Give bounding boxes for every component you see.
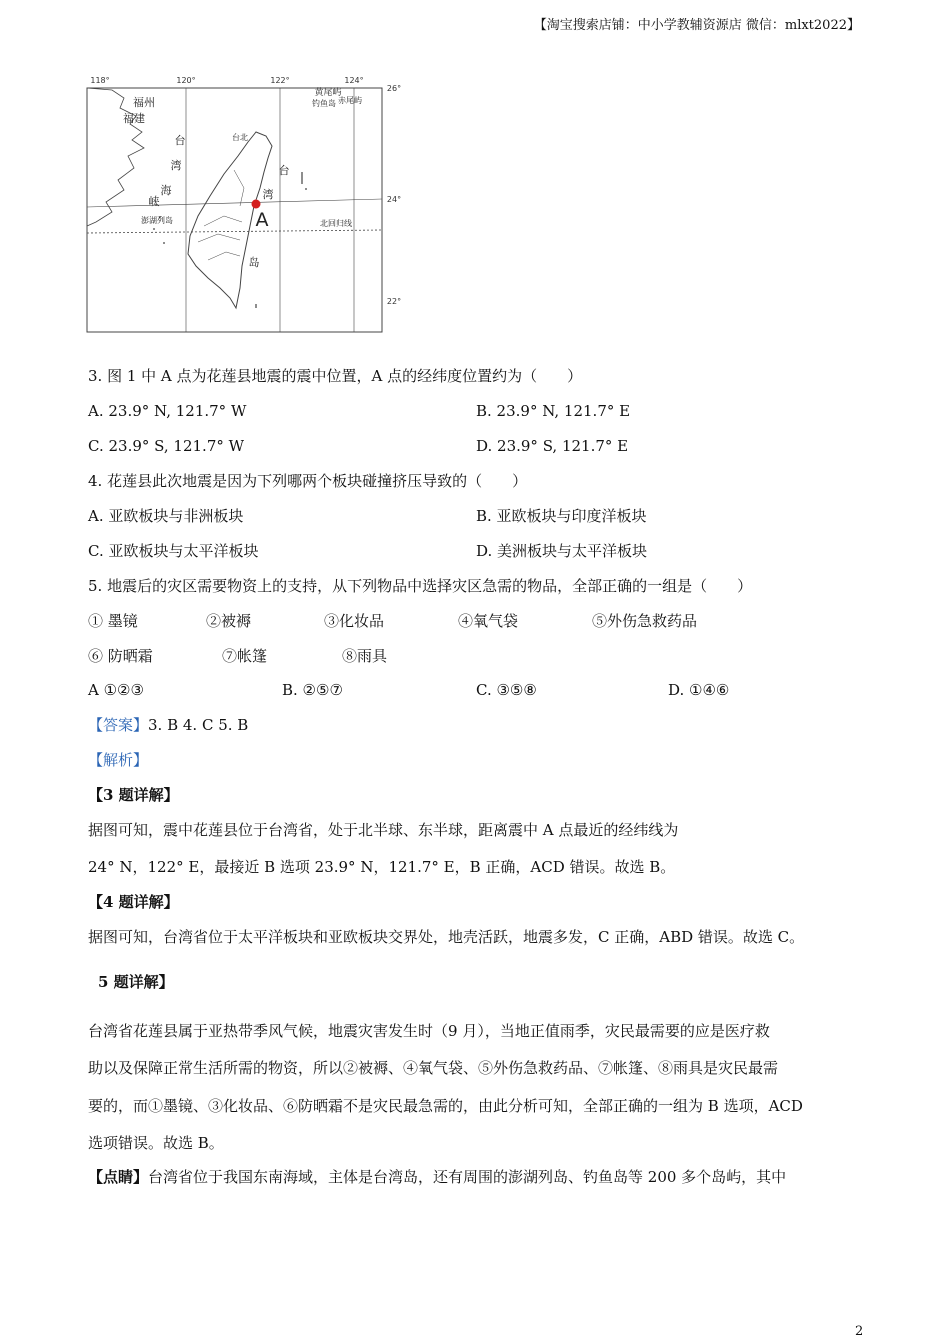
label-strait-2: 湾 xyxy=(170,159,182,172)
label-diaoyu: 钓鱼岛 xyxy=(312,99,336,108)
q5-item-7: ⑦帐篷 xyxy=(222,647,268,665)
q5-item-3: ③化妆品 xyxy=(324,612,385,630)
detail-4-line-1: 据图可知，台湾省位于太平洋板块和亚欧板块交界处，地壳活跃，地震多发，C 正确，ABD 错误。故选 C。 xyxy=(88,928,805,946)
answer-text: 3. B 4. C 5. B xyxy=(148,716,249,734)
label-chiwei: 赤尾屿 xyxy=(338,96,362,105)
q5-option-d: D. ①④⑥ xyxy=(668,681,730,699)
q5-option-c: C. ③⑤⑧ xyxy=(476,681,537,699)
q5-item-6: ⑥ 防晒霜 xyxy=(88,647,153,665)
label-strait-4: 峡 xyxy=(148,195,160,208)
dotted-islands xyxy=(154,172,306,308)
label-huangwei: 黄尾屿 xyxy=(314,88,342,98)
lon-label-124: 124° xyxy=(344,76,364,85)
q5-item-1: ① 墨镜 xyxy=(88,612,138,630)
label-island-3: 岛 xyxy=(248,256,260,269)
detail-5-line-4: 选项错误。故选 B。 xyxy=(88,1134,224,1152)
detail-4-title: 【4 题详解】 xyxy=(88,893,179,911)
label-point-a: A xyxy=(255,209,269,231)
epicenter-point xyxy=(252,200,261,209)
detail-5-line-3: 要的，而①墨镜、③化妆品、⑥防晒霜不是灾民最急需的，由此分析可知，全部正确的一组为 B 选项，ACD xyxy=(88,1097,803,1115)
rivers xyxy=(198,170,244,260)
answer-label: 【答案】 xyxy=(88,716,149,734)
label-island-1: 台 xyxy=(278,164,290,177)
taiwan-map xyxy=(84,76,404,338)
page-number: 2 xyxy=(855,1324,864,1339)
q4-option-c: C. 亚欧板块与太平洋板块 xyxy=(88,542,259,560)
label-strait-1: 台 xyxy=(174,134,186,147)
label-island-2: 湾 xyxy=(262,188,274,201)
lon-label-120: 120° xyxy=(176,76,196,85)
label-fujian: 福建 xyxy=(123,112,145,125)
q5-item-2: ②被褥 xyxy=(206,612,252,630)
q4-option-b: B. 亚欧板块与印度洋板块 xyxy=(476,507,647,525)
lat-label-26: 26° xyxy=(386,84,402,93)
note-row xyxy=(88,1167,786,1187)
detail-5-line-1: 台湾省花莲县属于亚热带季风气候，地震灾害发生时（9 月），当地正值雨季，灾民最需要的应是医疗救 xyxy=(88,1022,770,1040)
q3-option-c: C. 23.9° S, 121.7° W xyxy=(88,437,245,455)
detail-5-title: 5 题详解】 xyxy=(98,973,174,991)
lat-label-22: 22° xyxy=(386,297,402,306)
lon-label-118: 118° xyxy=(90,76,110,85)
lon-label-122: 122° xyxy=(270,76,290,85)
q4-stem: 4. 花莲县此次地震是因为下列哪两个板块碰撞挤压导致的（ ） xyxy=(88,472,528,490)
q3-option-a: A. 23.9° N, 121.7° W xyxy=(88,402,247,420)
detail-3-line-1: 据图可知，震中花莲县位于台湾省，处于北半球、东半球，距离震中 A 点最近的经纬线为 xyxy=(88,821,679,839)
detail-5-line-2: 助以及保障正常生活所需的物资，所以②被褥、④氧气袋、⑤外伤急救药品、⑦帐篷、⑧雨具是灾民最需 xyxy=(88,1059,779,1077)
note-text: 台湾省位于我国东南海域，主体是台湾岛，还有周围的澎湖列岛、钓鱼岛等 200 多个岛屿，其中 xyxy=(148,1168,787,1186)
parallel-24 xyxy=(87,199,382,207)
label-taibei: 台北 xyxy=(232,133,248,142)
q3-option-d: D. 23.9° S, 121.7° E xyxy=(476,437,629,455)
label-strait-3: 海 xyxy=(160,184,172,197)
page-header: 【淘宝搜索店铺：中小学教辅资源店 微信：mlxt2022】 xyxy=(533,18,860,33)
answer-row xyxy=(88,715,248,735)
note-label: 【点睛】 xyxy=(88,1168,149,1186)
analysis-label: 【解析】 xyxy=(88,751,149,769)
tropic-line xyxy=(87,230,382,233)
q3-option-b: B. 23.9° N, 121.7° E xyxy=(476,402,631,420)
q3-stem: 3. 图 1 中 A 点为花莲县地震的震中位置，A 点的经纬度位置约为（ ） xyxy=(88,367,583,385)
q5-option-a: A ①②③ xyxy=(88,681,144,699)
label-tropic: 北回归线 xyxy=(320,219,352,228)
q5-stem: 5. 地震后的灾区需要物资上的支持，从下列物品中选择灾区急需的物品，全部正确的一组是（ ） xyxy=(88,577,753,595)
q5-item-4: ④氧气袋 xyxy=(458,612,519,630)
q4-option-a: A. 亚欧板块与非洲板块 xyxy=(88,507,244,525)
label-fuzhou: 福州 xyxy=(133,96,155,109)
q5-item-5: ⑤外伤急救药品 xyxy=(592,612,698,630)
q5-option-b: B. ②⑤⑦ xyxy=(282,681,343,699)
q5-item-8: ⑧雨具 xyxy=(342,647,388,665)
q4-option-d: D. 美洲板块与太平洋板块 xyxy=(476,542,648,560)
lat-label-24: 24° xyxy=(386,195,402,204)
detail-3-line-2: 24° N，122° E，最接近 B 选项 23.9° N，121.7° E，B 正确，ACD 错误。故选 B。 xyxy=(88,858,676,876)
label-penghu: 澎湖列岛 xyxy=(141,216,173,225)
detail-3-title: 【3 题详解】 xyxy=(88,786,179,804)
